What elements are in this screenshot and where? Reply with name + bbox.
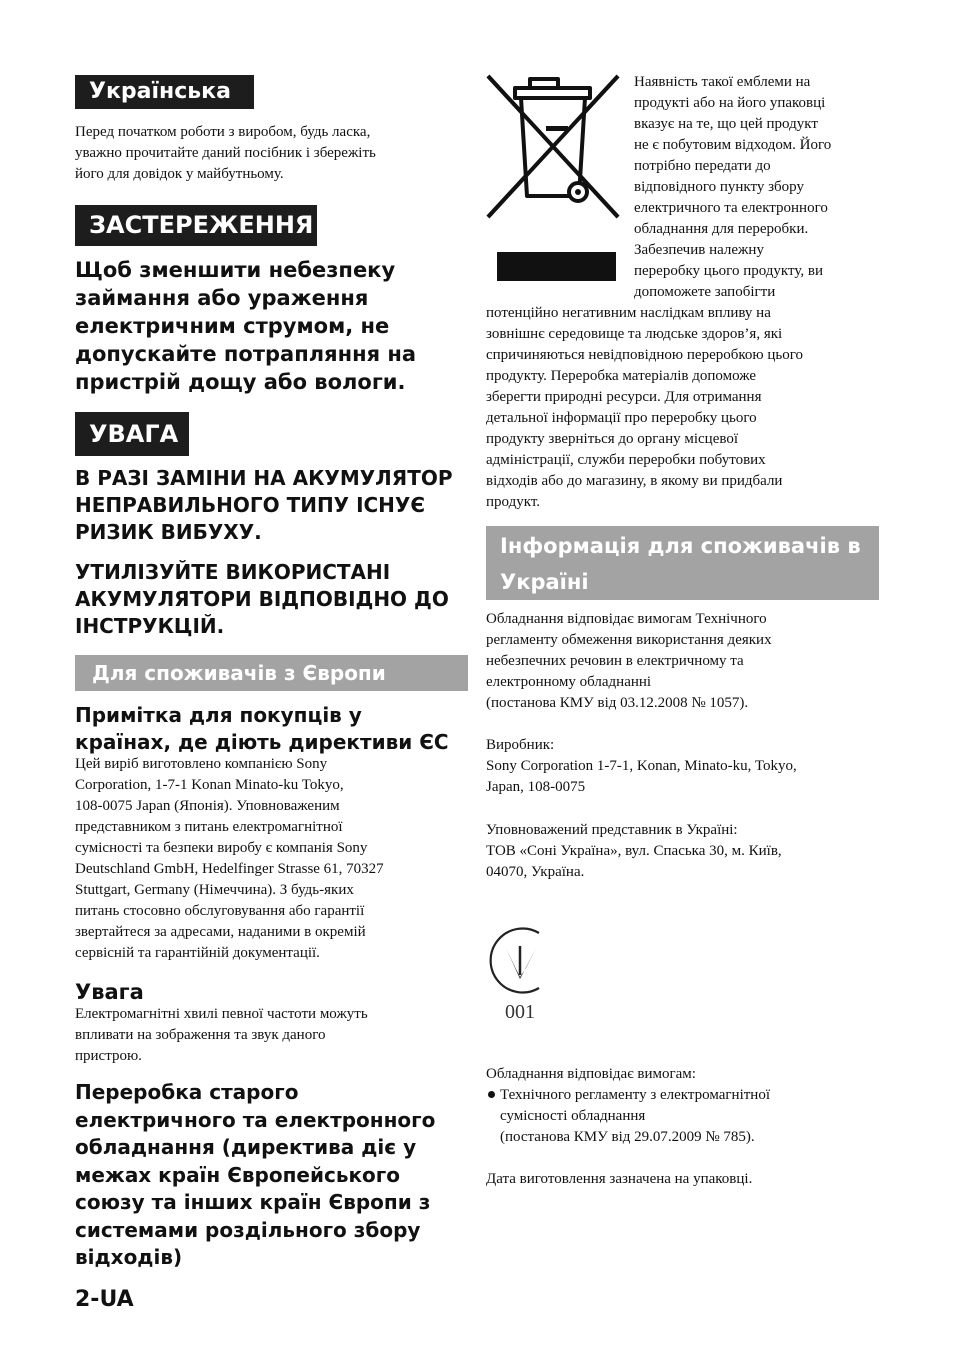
conformity-mark-code: 001 xyxy=(505,1001,535,1023)
bullet-icon xyxy=(488,1091,495,1098)
bin-explanation-full: потенційно негативним наслідкам впливу на зовнішнє середовище та людське здоров’я, які спричиняються невідповідною переробкою цього продукту. Переробка матеріалів допоможе зберегти природні ресурси. Для отримання детальної інформації про переробку цього продукту зверніться до органу місцевої адміністрації, служби переробки побутових відходів або до магазину, в якому ви придбали продукт. xyxy=(486,305,803,510)
eu-note-heading: Примітка для покупців у країнах, де діють директиви ЄС xyxy=(75,703,449,754)
ukraine-section-bar: Інформація для споживачів в Україні xyxy=(486,526,879,600)
language-title: Українська xyxy=(75,75,254,109)
page-number: 2-UA xyxy=(75,1287,134,1312)
representative-text: Уповноважений представник в Україні: ТОВ «Соні Україна», вул. Спаська 30, м. Київ, 04070, Україна. xyxy=(486,822,782,880)
warning-title: ЗАСТЕРЕЖЕННЯ xyxy=(75,205,317,246)
recycling-heading: Переробка старого електричного та електронного обладнання (директива діє у межах країн Європейського союзу та інших країн Європи з системами роздільного збору відходів) xyxy=(75,1080,436,1269)
conformity-mark-icon xyxy=(484,926,556,1000)
intro-text: Перед початком роботи з виробом, будь ласка, уважно прочитайте даний посібник і збережіть його для довідок у майбутньому. xyxy=(75,124,376,182)
compliance-intro: Обладнання відповідає вимогам: xyxy=(486,1066,696,1082)
regulation-text: Обладнання відповідає вимогам Технічного регламенту обмеження використання деяких небезпечних речовин в електричному та електронному обладнанні (постанова КМУ від 03.12.2008 № 1057). xyxy=(486,611,772,711)
warning-text: Щоб зменшити небезпеку займання або ураження електричним струмом, не допускайте потрапляння на пристрій дощу або вологи. xyxy=(75,258,417,394)
caution-text-battery: В РАЗІ ЗАМІНИ НА АКУМУЛЯТОР НЕПРАВИЛЬНОГО ТИПУ ІСНУЄ РИЗИК ВИБУХУ. xyxy=(75,466,453,544)
manufacture-date-text: Дата виготовлення зазначена на упаковці. xyxy=(486,1171,753,1187)
manufacturer-text: Виробник: Sony Corporation 1-7-1, Konan, Minato-ku, Tokyo, Japan, 108-0075 xyxy=(486,737,797,795)
caution-title: УВАГА xyxy=(75,412,189,456)
attention-heading: Увага xyxy=(75,980,144,1004)
crossed-bin-icon xyxy=(486,74,620,282)
eu-note-text: Цей виріб виготовлено компанією Sony Corporation, 1-7-1 Konan Minato-ku Tokyo, 108-0075 Japan (Японія). Уповноваженим представником з питань електромагнітної сумісності та безпеки виробу є компанія Sony Deutschland GmbH, Hedelfinger Strasse 61, 70327 Stuttgart, Germany (Німеччина). З будь-яких питань стосовно обслуговування або гарантії звертайтеся за адресами, наданими в окремій сервісній та гарантійній документації. xyxy=(75,756,384,961)
compliance-bullet-text: Технічного регламенту з електромагнітної сумісності обладнання (постанова КМУ від 29.07.2009 № 785). xyxy=(500,1087,770,1145)
attention-text: Електромагнітні хвилі певної частоти можуть впливати на зображення та звук даного пристрою. xyxy=(75,1006,368,1064)
europe-section-bar: Для споживачів з Європи xyxy=(75,655,468,691)
caution-text-disposal: УТИЛІЗУЙТЕ ВИКОРИСТАНІ АКУМУЛЯТОРИ ВІДПОВІДНО ДО ІНСТРУКЦІЙ. xyxy=(75,560,449,638)
bin-explanation-side: Наявність такої емблеми на продукті або на його упаковці вказує на те, що цей продукт не є побутовим відходом. Його потрібно передати до відповідного пункту збору електричного та електронного обладнання для переробки. Забезпечив належну переробку цього продукту, ви допоможете запобігти xyxy=(634,74,832,300)
